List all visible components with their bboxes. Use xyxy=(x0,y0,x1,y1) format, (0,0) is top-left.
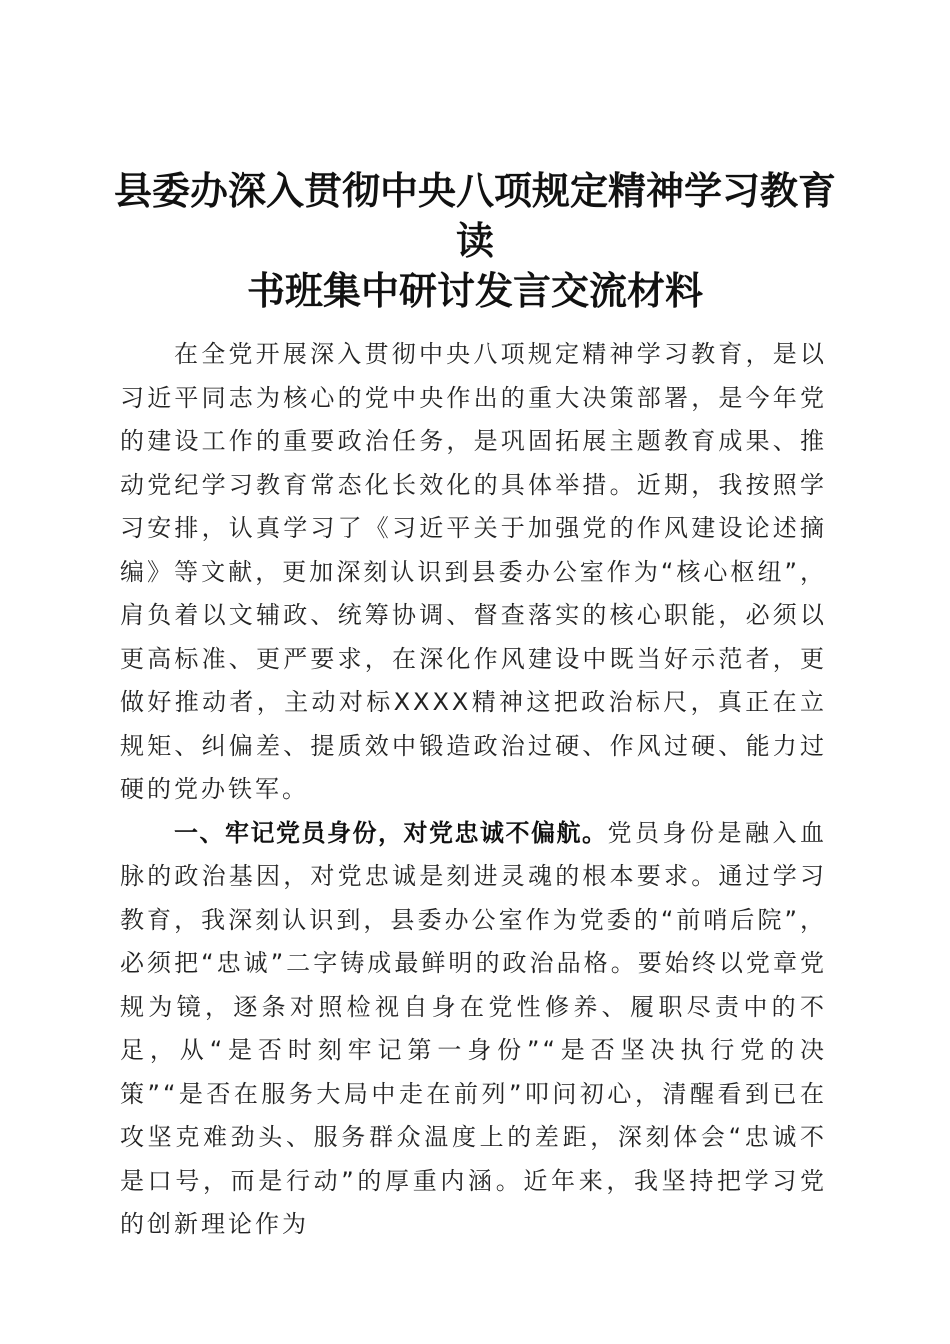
document-title xyxy=(100,166,850,316)
title-line-1: 县委办深入贯彻中央八项规定精神学习教育读 xyxy=(113,168,836,263)
title-line-2: 书班集中研讨发言交流材料 xyxy=(246,268,703,313)
document-body xyxy=(120,333,827,1247)
intro-paragraph: 在全党开展深入贯彻中央八项规定精神学习教育，是以习近平同志为核心的党中央作出的重大决策部署，是今年党的建设工作的重要政治任务，是巩固拓展主题教育成果、推动党纪学习教育常态化长效化的具体举措。近期，我按照学习安排，认真学习了《习近平关于加强党的作风建设论述摘编》等文献，更加深刻认识到县委办公室作为“核心枢纽”，肩负着以文辅政、统筹协调、督查落实的核心职能，必须以更高标准、更严要求，在深化作风建设中既当好示范者，更做好推动者，主动对标XXXX精神这把政治标尺，真正在立规矩、纠偏差、提质效中锻造政治过硬、作风过硬、能力过硬的党办铁军。 xyxy=(120,340,827,803)
section-1-paragraph xyxy=(120,812,827,1247)
section-1-text: 党员身份是融入血脉的政治基因，对党忠诚是刻进灵魂的根本要求。通过学习教育，我深刻认识到，县委办公室作为党委的“前哨后院”，必须把“忠诚”二字铸成最鲜明的政治品格。要始终以党章党规为镜，逐条对照检视自身在党性修养、履职尽责中的不足，从“是否时刻牢记第一身份”“是否坚决执行党的决策”“是否在服务大局中走在前列”叩问初心，清醒看到已在攻坚克难劲头、服务群众温度上的差距，深刻体会“忠诚不是口号，而是行动”的厚重内涵。近年来，我坚持把学习党的创新理论作为 xyxy=(120,818,827,1238)
section-1-heading: 一、牢记党员身份，对党忠诚不偏航。 xyxy=(174,818,608,847)
